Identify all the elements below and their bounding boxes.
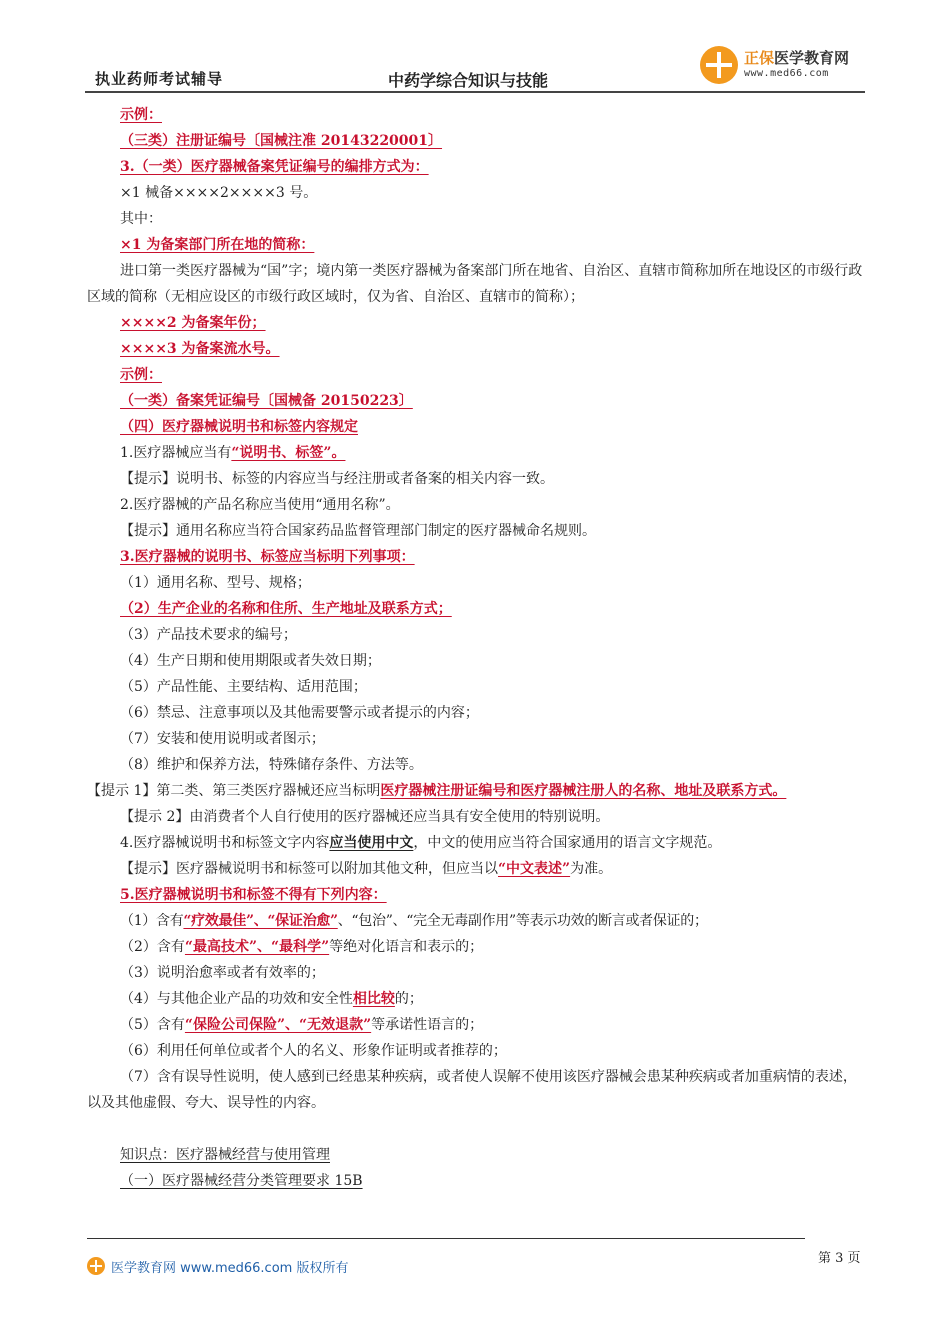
paragraph: ××××2 为备案年份； <box>120 315 266 331</box>
paragraph: ×1 为备案部门所在地的简称： <box>120 237 315 253</box>
paragraph: 3.医疗器械的说明书、标签应当标明下列事项： <box>120 549 415 565</box>
list-item: （5）含有“保险公司保险”、“无效退款”等承诺性语言的； <box>120 1017 484 1033</box>
logo-cross-icon <box>700 46 738 84</box>
list-item: （5）产品性能、主要结构、适用范围； <box>120 679 367 695</box>
section-heading: 知识点：医疗器械经营与使用管理 <box>120 1147 330 1163</box>
list-item: （3）说明治愈率或者有效率的； <box>120 965 325 981</box>
paragraph: ×1 械备××××2××××3 号。 <box>120 185 318 201</box>
footer-copyright[interactable]: 医学教育网 www.med66.com 版权所有 <box>111 1261 349 1276</box>
paragraph: 示例： <box>120 367 162 383</box>
paragraph: 1.医疗器械应当有“说明书、标签”。 <box>120 445 346 461</box>
header-left-title: 执业药师考试辅导 <box>95 70 224 88</box>
list-item: （2）生产企业的名称和住所、生产地址及联系方式； <box>120 601 452 617</box>
section-heading: （一）医疗器械经营分类管理要求 15B <box>120 1173 363 1189</box>
list-item: （1）通用名称、型号、规格； <box>120 575 311 591</box>
list-item: （8）维护和保养方法，特殊储存条件、方法等。 <box>120 757 423 773</box>
list-item: （7）含有误导性说明，使人感到已经患某种疾病，或者使人误解不使用该医疗器械会患某种疾病或者加重病情的表述，以及其他虚假、夸大、误导性的内容。 <box>87 1069 857 1111</box>
list-item: （1）含有“疗效最佳”、“保证治愈”、“包治”、“完全无毒副作用”等表示功效的断言或者保证的； <box>120 913 708 929</box>
list-item: （4）与其他企业产品的功效和安全性相比较的； <box>120 991 423 1007</box>
paragraph: 3.（一类）医疗器械备案凭证编号的编排方式为： <box>120 159 429 175</box>
paragraph: 4.医疗器械说明书和标签文字内容应当使用中文，中文的使用应当符合国家通用的语言文字规范。 <box>120 835 722 851</box>
header-divider <box>85 91 865 93</box>
paragraph: 进口第一类医疗器械为“国”字；境内第一类医疗器械为备案部门所在地省、自治区、直辖市简称加所在地设区的市级行政区域的简称（无相应设区的市级行政区域时，仅为省、自治区、直辖市的简称）； <box>87 263 863 305</box>
list-item: （2）含有“最高技术”、“最科学”等绝对化语言和表示的； <box>120 939 484 955</box>
header-center-title: 中药学综合知识与技能 <box>388 71 549 90</box>
logo-url: www.med66.com <box>744 68 829 79</box>
logo-brand-text: 正保医学教育网 <box>744 49 850 67</box>
list-item: （4）生产日期和使用期限或者失效日期； <box>120 653 381 669</box>
paragraph: 【提示 2】由消费者个人自行使用的医疗器械还应当具有安全使用的特别说明。 <box>120 809 610 825</box>
list-item: （6）禁忌、注意事项以及其他需要警示或者提示的内容； <box>120 705 479 721</box>
document-body <box>87 102 867 1194</box>
footer-logo-icon <box>87 1257 105 1275</box>
paragraph: 示例： <box>120 107 162 123</box>
paragraph: 【提示 1】第二类、第三类医疗器械还应当标明医疗器械注册证编号和医疗器械注册人的名称、地址及联系方式。 <box>87 783 787 799</box>
section-heading: （四）医疗器械说明书和标签内容规定 <box>120 419 358 435</box>
paragraph: （一类）备案凭证编号〔国械备 20150223〕 <box>120 393 413 409</box>
spacer <box>87 1116 867 1142</box>
footer-divider <box>87 1238 805 1239</box>
paragraph: ××××3 为备案流水号。 <box>120 341 280 357</box>
paragraph: 【提示】说明书、标签的内容应当与经注册或者备案的相关内容一致。 <box>120 471 554 487</box>
paragraph: 其中： <box>120 211 162 227</box>
list-item: （7）安装和使用说明或者图示； <box>120 731 325 747</box>
paragraph: 2.医疗器械的产品名称应当使用“通用名称”。 <box>120 497 400 513</box>
list-item: （6）利用任何单位或者个人的名义、形象作证明或者推荐的； <box>120 1043 507 1059</box>
paragraph: （三类）注册证编号〔国械注准 20143220001〕 <box>120 133 443 149</box>
paragraph: 【提示】医疗器械说明书和标签可以附加其他文种，但应当以“中文表述”为准。 <box>120 861 613 877</box>
brand-logo[interactable] <box>700 44 870 86</box>
page-number: 第 3 页 <box>818 1251 861 1266</box>
paragraph: 【提示】通用名称应当符合国家药品监督管理部门制定的医疗器械命名规则。 <box>120 523 596 539</box>
list-item: （3）产品技术要求的编号； <box>120 627 297 643</box>
paragraph: 5.医疗器械说明书和标签不得有下列内容： <box>120 887 387 903</box>
